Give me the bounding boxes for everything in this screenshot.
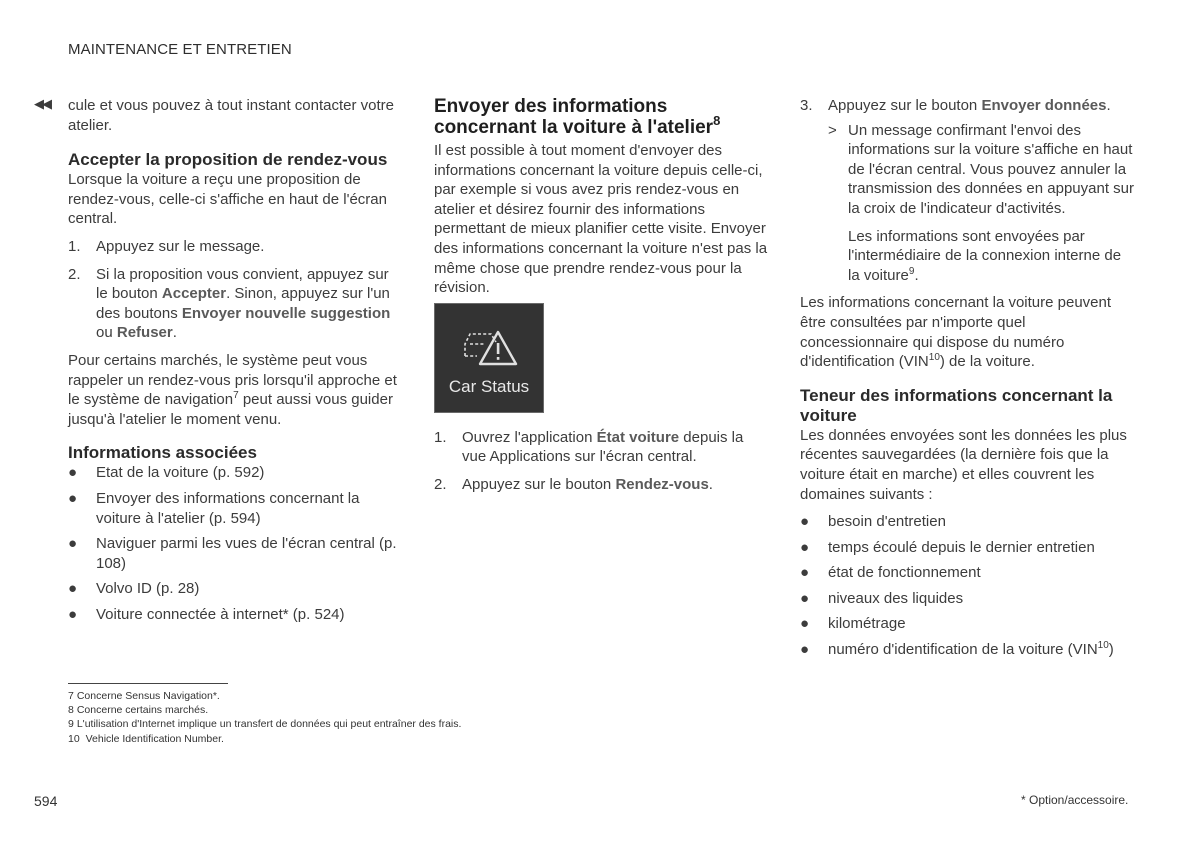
list-item [800,512,1135,532]
step-text: depuis la vue Applications sur l'écran central. [462,428,744,466]
footnote-number: 8 [68,704,74,717]
car-warning-icon [461,326,519,370]
step-text: Appuyez sur le message. [96,237,265,255]
section-intro: Il est possible à tout moment d'envoyer des informations concernant la voiture depuis celle-ci, par exemple si vous avez pris rendez-vous en atelier et désirez fournir des informations permettant de mieux planifier cette visite. Envoyer des informations concernant la voiture n'est pas la même chose que prendre rendez-vous pour la révision. [434,142,768,297]
content-list [800,512,1135,634]
list-item-text[interactable]: état de fonctionnement [828,564,981,582]
step-item [434,475,769,495]
paragraph-text: Les informations concernant la voiture peuvent être consultées par n'importe quel concessionnaire qui dispose du numéro d'identification (VIN [800,294,1112,371]
step-number: 1. [68,237,81,255]
page-number: 594 [34,793,58,809]
footnote [68,717,461,731]
footnote-number: 10 [68,732,80,745]
footnote-number: 9 [68,718,74,731]
list-item-text[interactable]: niveaux des liquides [828,589,964,607]
step-text: . Sinon, appuyez sur l'un des boutons [96,285,390,322]
bullet-icon: ● [800,615,810,633]
column-middle [434,96,769,495]
send-steps [434,428,769,495]
list-item-text[interactable]: kilométrage [828,615,906,633]
list-item [68,489,403,528]
list-item-text[interactable]: besoin d'entretien [828,513,946,531]
app-tile-label: Car Status [448,376,530,396]
content-list-last [800,640,1135,660]
paragraph-text: ) de la voiture. [939,353,1035,371]
list-item [800,563,1135,583]
footnote-text: Concerne certains marchés. [76,704,209,717]
list-item-text[interactable]: Etat de la voiture (p. 592) [96,464,265,482]
step-text: Si la proposition vous convient, appuyez sur le bouton [96,265,389,303]
result-arrow-icon: > [828,121,837,139]
appointment-button-ref: Rendez-vous [615,475,709,493]
paragraph-text: peut aussi vous guider jusqu'à l'atelier le moment venu. [68,391,393,428]
step-number: 1. [434,428,447,446]
step-text: Appuyez sur le bouton [828,97,982,114]
accept-heading: Accepter la proposition de rendez-vous [68,150,388,170]
step-number: 2. [434,475,447,493]
bullet-icon: ● [68,580,78,598]
paragraph-text: . [914,266,919,284]
list-item-text: ) [1108,641,1114,659]
step-item [68,237,403,257]
related-heading: Informations associées [68,443,257,463]
car-status-app-tile [434,303,544,413]
list-item [68,579,403,599]
list-item [800,589,1135,609]
step-item [434,428,769,467]
list-item-text[interactable]: Naviguer parmi les vues de l'écran central (p. 108) [96,535,397,572]
option-note: * Option/accessoire. [1021,793,1129,807]
step-number: 2. [68,265,81,283]
step-text: . [708,475,713,493]
list-item-text[interactable]: Volvo ID (p. 28) [96,580,200,598]
footnote-ref-7[interactable]: 7 [233,390,239,402]
accept-button-ref: Accepter [161,285,227,303]
step-text: Ouvrez l'application [462,428,597,446]
footnote-text: L'utilisation d'Internet implique un transfert de données qui peut entraîner des frais. [76,718,462,731]
paragraph-text: Les informations sont envoyées par l'intermédiaire de la connexion interne de la voiture [848,227,1122,284]
list-item-text[interactable]: Voiture connectée à internet* (p. 524) [96,605,345,623]
footnote [68,732,461,746]
running-header: MAINTENANCE ET ENTRETIEN [68,41,292,58]
step-text: . [1106,97,1111,114]
list-item-text: numéro d'identification de la voiture (VIN [828,641,1098,659]
bullet-icon: ● [800,564,810,582]
bullet-icon: ● [800,513,810,531]
column-right [800,96,1135,660]
content-paragraph: Les données envoyées sont les données les plus récentes sauvegardées (la dernière fois que la voiture était en marche) et elles couvrent les domaines suivants : [800,426,1127,503]
section-title [434,96,769,138]
bullet-icon: ● [68,535,78,553]
step-result [800,121,1135,219]
dealer-paragraph [800,293,1135,371]
internet-note [800,227,1135,286]
bullet-icon: ● [68,605,78,623]
car-status-app-ref: État voiture [596,428,680,446]
list-item-text[interactable]: Envoyer des informations concernant la voiture à l'atelier (p. 594) [96,489,360,527]
continued-paragraph: cule et vous pouvez à tout instant contacter votre atelier. [68,97,395,134]
footnote-ref-8[interactable]: 8 [713,113,721,128]
step-text: . [172,324,177,342]
bullet-icon: ● [68,489,78,507]
step-number: 3. [800,97,813,114]
footnotes [68,689,461,746]
accept-steps [68,237,403,343]
send-steps-continued [800,96,1135,116]
list-item [800,614,1135,634]
list-item [800,538,1135,558]
send-data-button-ref: Envoyer données [981,97,1107,114]
step-item [800,96,1135,116]
list-item-text[interactable]: temps écoulé depuis le dernier entretien [828,538,1095,556]
paragraph-text: Pour certains marchés, le système peut vous rappeler un rendez-vous pris lorsqu'il approche et le système de navigation [68,351,397,409]
footnote [68,689,461,703]
footnote [68,703,461,717]
refuse-button-ref: Refuser [116,324,173,342]
step-text: Appuyez sur le bouton [462,475,616,493]
section-title-text: Envoyer des informations concernant la voiture à l'atelier [434,96,714,138]
step-text: ou [96,324,117,342]
footnote-ref-9[interactable]: 9 [908,265,915,277]
bullet-icon: ● [68,464,78,482]
column-left [68,96,403,624]
footnote-text: Concerne Sensus Navigation*. [76,690,220,702]
result-text: Un message confirmant l'envoi des informations sur la voiture s'affiche en haut de l'écran central. Vous pouvez annuler la transmission des données en appuyant sur la croix de l'indicateur d'activités. [848,121,1135,217]
list-item [800,640,1135,660]
continued-from-previous-icon: ◀◀ [34,96,50,111]
footnote-ref-10[interactable]: 10 [1097,640,1109,652]
bullet-icon: ● [800,641,810,659]
new-suggestion-button-ref: Envoyer nouvelle suggestion [181,304,391,322]
footnote-ref-10[interactable]: 10 [928,352,940,364]
bullet-icon: ● [800,538,810,556]
footnote-number: 7 [68,690,74,702]
content-heading: Teneur des informations concernant la voiture [800,385,1113,425]
footnote-divider [68,683,228,684]
list-item [68,534,403,573]
markets-paragraph [68,351,403,429]
list-item [68,605,403,625]
step-item [68,265,403,343]
related-list [68,463,403,624]
bullet-icon: ● [800,589,810,607]
accept-paragraph: Lorsque la voiture a reçu une proposition de rendez-vous, celle-ci s'affiche en haut de l'écran central. [68,171,387,228]
footnote-text: Vehicle Identification Number. [82,732,224,745]
list-item [68,463,403,483]
